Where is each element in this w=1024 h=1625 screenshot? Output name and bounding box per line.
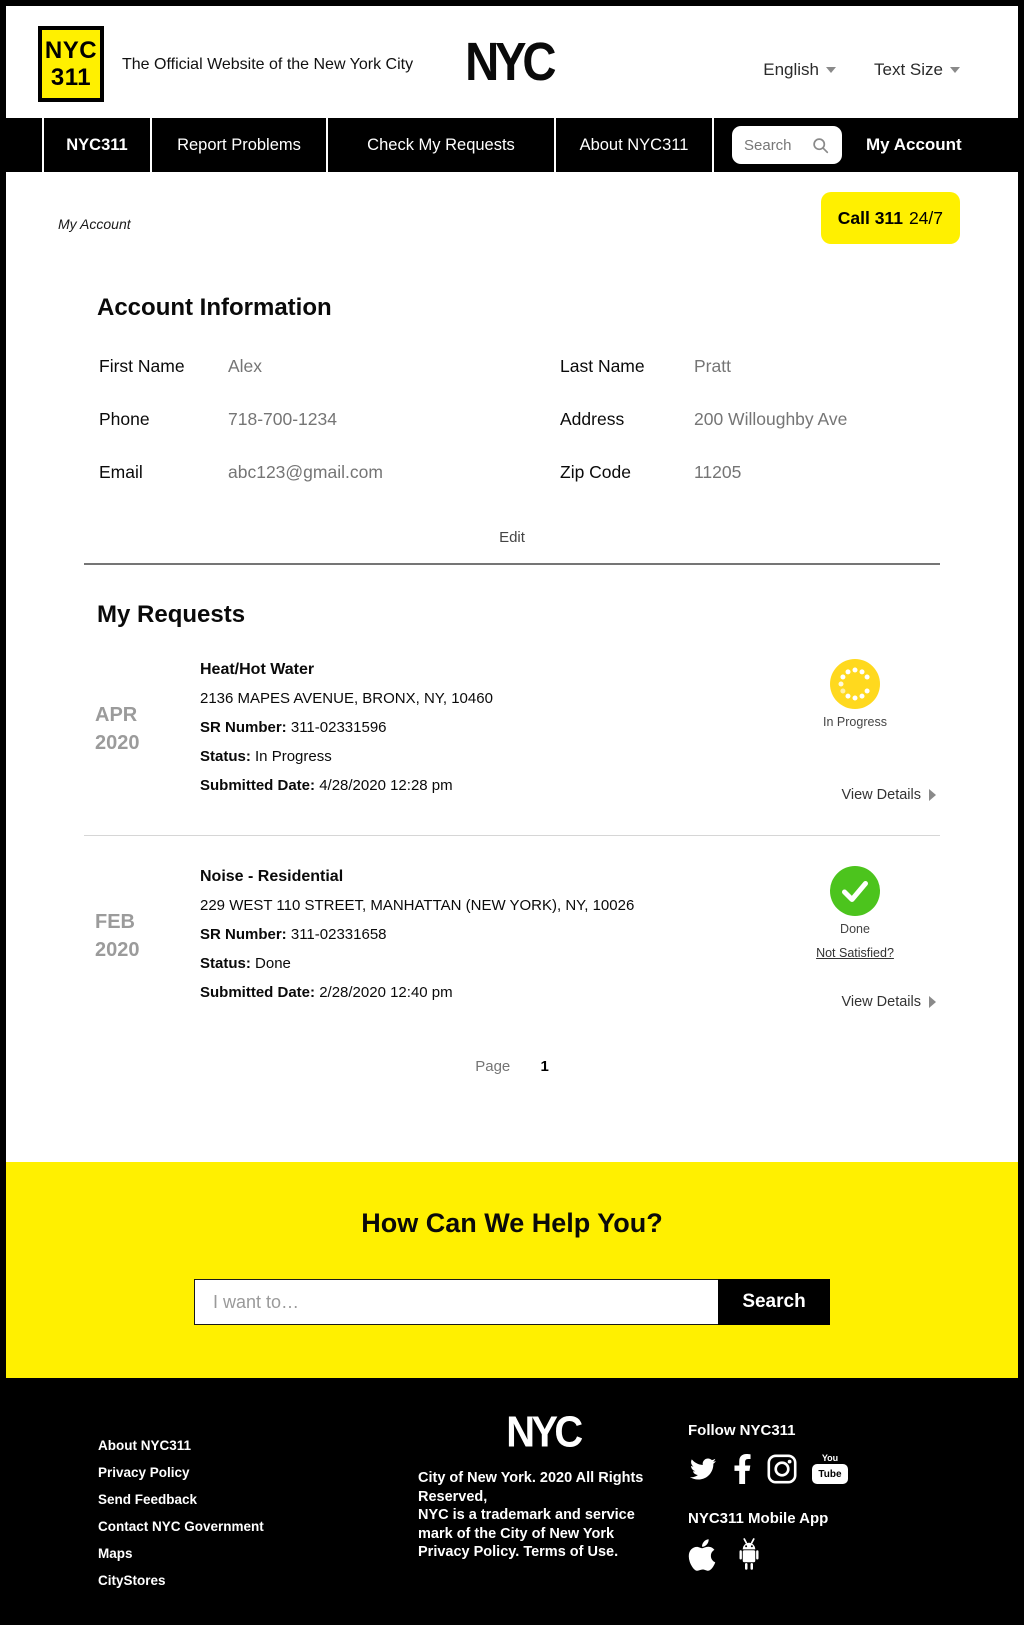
nav-item-check-my-requests[interactable]: Check My Requests [328, 118, 556, 172]
submitted-value: 2/28/2020 12:40 pm [319, 984, 453, 1001]
search-icon [812, 137, 829, 154]
facebook-icon[interactable] [733, 1454, 752, 1484]
first-name-label: First Name [99, 356, 185, 376]
text-size-label: Text Size [874, 60, 943, 79]
youtube-box-text: Tube [812, 1464, 848, 1484]
request-status [200, 954, 770, 974]
request-status [200, 747, 770, 767]
nyc311-logo[interactable] [38, 26, 104, 102]
help-search [194, 1279, 830, 1325]
request-month: APR [95, 704, 138, 726]
badge-label: Done [840, 922, 870, 936]
status-label: Status: [200, 955, 251, 972]
nyc311-logo-line2: 311 [50, 64, 92, 91]
my-requests-title: My Requests [97, 601, 246, 628]
submitted-value: 4/28/2020 12:28 pm [319, 777, 453, 794]
copyright-line: City of New York. 2020 All Rights Reserved, [418, 1470, 644, 1505]
footer-copyright [418, 1469, 668, 1562]
account-info-grid [99, 356, 940, 483]
nyc311-logo-line1: NYC [44, 37, 98, 64]
nav-item-about-nyc311[interactable]: About NYC311 [556, 118, 714, 172]
sr-number-label: SR Number: [200, 719, 287, 736]
status-value: Done [255, 955, 291, 972]
footer-link-contact[interactable]: Contact NYC Government [98, 1519, 264, 1534]
arrow-right-icon [929, 996, 936, 1008]
edit-row [84, 529, 940, 547]
platform-icons [688, 1537, 988, 1578]
request-row [84, 866, 940, 1012]
request-submitted [200, 776, 770, 796]
footer-link-feedback[interactable]: Send Feedback [98, 1492, 198, 1507]
edit-link[interactable]: Edit [499, 529, 525, 546]
breadcrumb: My Account [58, 216, 131, 232]
main-nav [6, 118, 1018, 172]
footer-center [398, 1408, 688, 1619]
view-details-label: View Details [841, 787, 921, 803]
nav-spacer [6, 118, 44, 172]
nav-search-input[interactable] [744, 137, 806, 154]
request-address: 229 WEST 110 STREET, MANHATTAN (NEW YORK), NY, 10026 [200, 897, 635, 914]
request-sr-number [200, 925, 770, 945]
phone-label: Phone [99, 409, 150, 429]
request-details [200, 659, 770, 805]
page-number[interactable]: 1 [540, 1058, 549, 1075]
call-311-bold: Call 311 [837, 207, 903, 228]
request-year: 2020 [95, 732, 140, 754]
email-value: abc123@gmail.com [228, 462, 383, 482]
request-title: Noise - Residential [200, 868, 344, 885]
chevron-down-icon [950, 67, 960, 73]
instagram-icon[interactable] [767, 1454, 797, 1484]
done-check-icon [830, 866, 880, 916]
call-311-button[interactable] [821, 192, 960, 244]
address-value: 200 Willoughby Ave [694, 409, 848, 429]
status-value: In Progress [255, 748, 332, 765]
help-section [6, 1162, 1018, 1378]
footer [6, 1378, 1018, 1619]
request-year: 2020 [95, 939, 140, 961]
arrow-right-icon [929, 789, 936, 801]
sr-number-value: 311-02331658 [290, 926, 387, 943]
view-details-link[interactable] [841, 787, 936, 803]
request-status-badge [770, 659, 940, 805]
call-311-hours: 24/7 [908, 207, 943, 228]
follow-title: Follow NYC311 [688, 1422, 796, 1439]
apple-icon[interactable] [688, 1537, 716, 1578]
language-selector[interactable] [763, 60, 836, 80]
badge-label: In Progress [823, 715, 887, 729]
request-submitted [200, 983, 770, 1003]
footer-link-citystores[interactable]: CityStores [98, 1573, 166, 1588]
footer-link-maps[interactable]: Maps [98, 1546, 133, 1561]
footer-link-about[interactable]: About NYC311 [98, 1438, 192, 1453]
main-content [6, 172, 1018, 1162]
help-search-button[interactable]: Search [718, 1279, 830, 1325]
mobile-app-title: NYC311 Mobile App [688, 1510, 829, 1527]
address-label: Address [560, 409, 625, 429]
first-name-value: Alex [228, 356, 263, 376]
help-search-input[interactable] [194, 1279, 718, 1325]
request-month: FEB [95, 911, 135, 933]
request-details [200, 866, 770, 1012]
request-row [84, 659, 940, 805]
submitted-label: Submitted Date: [200, 777, 316, 794]
in-progress-spinner-icon [830, 659, 880, 709]
last-name-label: Last Name [560, 356, 645, 376]
social-icons [688, 1453, 988, 1484]
chevron-down-icon [826, 67, 836, 73]
request-status-badge [770, 866, 940, 1012]
copyright-line: NYC is a trademark and service mark of the City of New York [418, 1507, 635, 1542]
last-name-value: Pratt [694, 356, 731, 376]
submitted-label: Submitted Date: [200, 984, 316, 1001]
nav-item-my-account[interactable]: My Account [866, 135, 962, 154]
site-tagline: The Official Website of the New York City [122, 56, 414, 73]
nyc-logo: NYC [465, 30, 553, 92]
youtube-icon[interactable] [812, 1453, 848, 1484]
status-label: Status: [200, 748, 251, 765]
nav-item-report-problems[interactable]: Report Problems [152, 118, 328, 172]
nyc-logo: NYC [506, 1408, 580, 1458]
nav-item-nyc311[interactable]: NYC311 [44, 118, 152, 172]
page-label: Page [475, 1058, 511, 1075]
zip-code-label: Zip Code [560, 462, 632, 482]
nav-search-box[interactable] [732, 126, 842, 164]
section-divider [84, 563, 940, 565]
pagination [84, 1058, 940, 1075]
sr-number-value: 311-02331596 [290, 719, 387, 736]
youtube-top-text: You [821, 1453, 839, 1463]
request-divider [84, 835, 940, 836]
not-satisfied-link[interactable]: Not Satisfied? [816, 946, 894, 960]
twitter-icon[interactable] [688, 1456, 718, 1482]
copyright-line[interactable]: Privacy Policy. Terms of Use. [418, 1544, 619, 1560]
site-header [6, 6, 1018, 118]
account-info-title: Account Information [97, 294, 332, 321]
footer-links [98, 1438, 398, 1619]
footer-link-privacy[interactable]: Privacy Policy [98, 1465, 190, 1480]
email-label: Email [99, 462, 143, 482]
request-date [84, 908, 200, 1012]
phone-value: 718-700-1234 [228, 409, 337, 429]
language-selector-label: English [763, 60, 820, 79]
header-controls [763, 60, 960, 80]
footer-right [688, 1422, 988, 1619]
view-details-link[interactable] [841, 994, 936, 1010]
android-icon[interactable] [734, 1537, 764, 1578]
request-sr-number [200, 718, 770, 738]
sr-number-label: SR Number: [200, 926, 287, 943]
request-date [84, 701, 200, 805]
request-address: 2136 MAPES AVENUE, BRONX, NY, 10460 [200, 690, 493, 707]
topbar [58, 172, 943, 250]
zip-code-value: 11205 [694, 462, 742, 482]
text-size-selector[interactable] [874, 60, 960, 80]
view-details-label: View Details [841, 994, 921, 1010]
request-title: Heat/Hot Water [200, 661, 315, 678]
help-title: How Can We Help You? [361, 1208, 663, 1238]
